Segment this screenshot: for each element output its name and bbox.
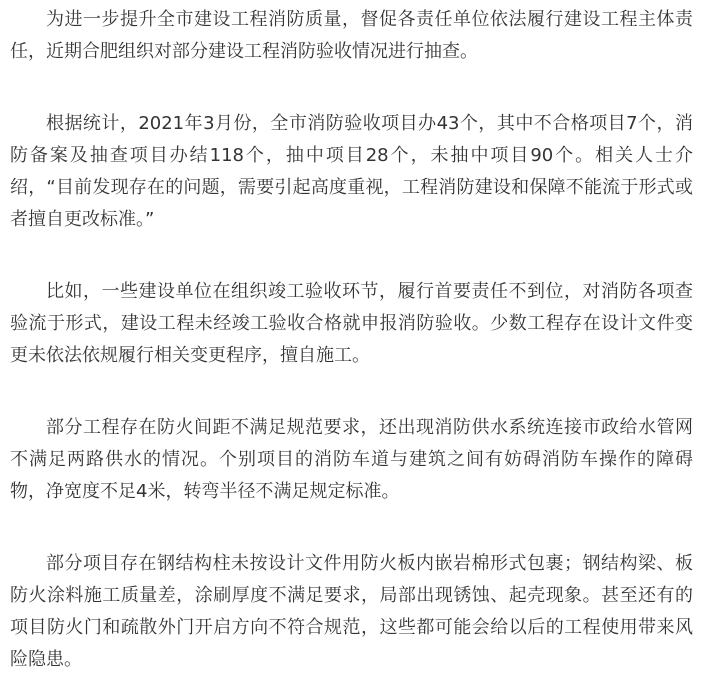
paragraph-fire-spacing: 部分工程存在防火间距不满足规范要求，还出现消防供水系统连接市政给水管网不满足两路供水的情况。个别项目的消防车道与建筑之间有妨碍消防车操作的障碍物，净宽度不足4米，转弯半径不满足规定标准。 — [10, 417, 693, 502]
paragraph-steel-structure: 部分项目存在钢结构柱未按设计文件用防火板内嵌岩棉形式包裹；钢结构梁、板防火涂料施工质量差，涂刷厚度不满足要求，局部出现锈蚀、起壳现象。甚至还有的项目防火门和疏散外门开启方向不符合规范，这些都可能会给以后的工程使用带来风险隐患。 — [10, 553, 693, 670]
paragraph-statistics: 根据统计，2021年3月份，全市消防验收项目办43个，其中不合格项目7个，消防备案及抽查项目办结118个，抽中项目28个，未抽中项目90个。相关人士介绍，“目前发现存在的问题，需要引起高度重视，工程消防建设和保障不能流于形式或者擅自更改标准。” — [10, 113, 693, 230]
paragraph-acceptance-issues: 比如，一些建设单位在组织竣工验收环节，履行首要责任不到位，对消防各项查验流于形式，建设工程未经竣工验收合格就申报消防验收。少数工程存在设计文件变更未依法依规履行相关变更程序，擅自施工。 — [10, 281, 693, 366]
paragraph-intro: 为进一步提升全市建设工程消防质量，督促各责任单位依法履行建设工程主体责任，近期合肥组织对部分建设工程消防验收情况进行抽查。 — [10, 9, 693, 62]
